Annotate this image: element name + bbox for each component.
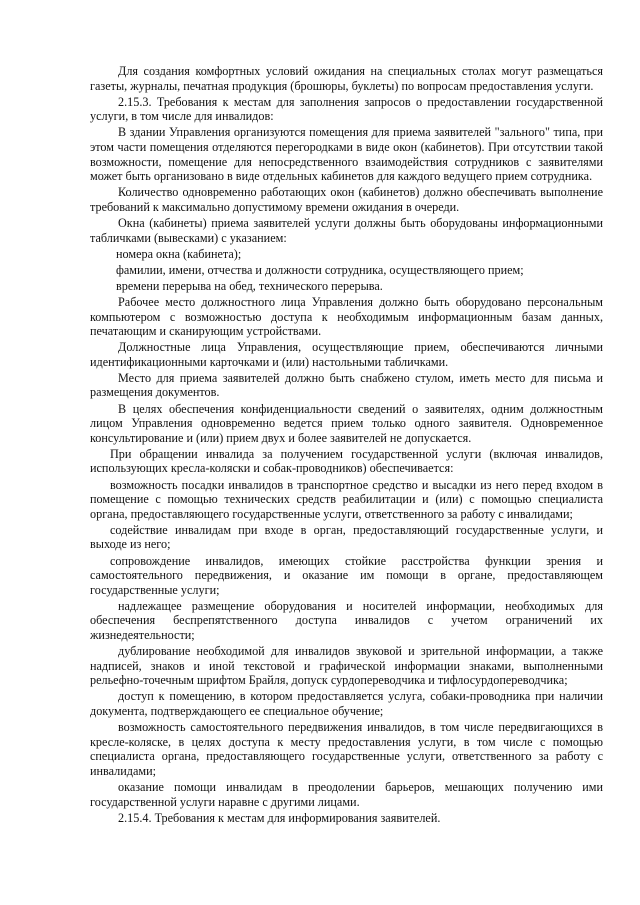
paragraph-workplace: Рабочее место должностного лица Управления должно быть оборудовано персональным компьютером с возможностью доступа к необходимым информационным базам данных, печатающим и сканирующим устройствами. <box>90 294 603 339</box>
list-item-independent-movement: возможность самостоятельного передвижения инвалидов, в том числе передвигающихся в кресле-коляске, в целях доступа к месту предоставления услуги, в том числе с помощью специалиста органа, предоставляющего государственные услуги, ответственного за работу с инвалидами; <box>90 720 603 778</box>
paragraph-number-of-windows: Количество одновременно работающих окон (кабинетов) должно обеспечивать выполнение требований к максимально допустимому времени ожидания в очереди. <box>90 185 603 214</box>
section-2-15-4-heading: 2.15.4. Требования к местам для информирования заявителей. <box>118 810 441 825</box>
list-item-barrier-help: оказание помощи инвалидам в преодолении барьеров, мешающих получению ими государственной услуги наравне с другими лицами. <box>90 779 603 809</box>
document-body <box>90 64 603 827</box>
paragraph-hall-type-rooms: В здании Управления организуются помещения для приема заявителей "зального" типа, при этом части помещения отделяются перегородками в виде окон (кабинетов). При отсутствии такой возможности, помещение для непосредственного взаимодействия сотрудников с заявителями может быть организовано в виде отдельных кабинетов для каждого ведущего прием сотрудника. <box>90 125 603 184</box>
list-item-transport-boarding: возможность посадки инвалидов в транспортное средство и высадки из него перед входом в помещение с помощью технических средств реабилитации и (или) с помощью специалиста органа, предоставляющего государственные услуги, ответственного за работу с инвалидами; <box>90 477 603 521</box>
paragraph-newspapers: Для создания комфортных условий ожидания на специальных столах могут размещаться газеты, журналы, печатная продукция (брошюры, буклеты) по вопросам предоставления услуги. <box>90 64 603 93</box>
list-item-equipment-placement: надлежащее размещение оборудования и носителей информации, необходимых для обеспечения беспрепятственного доступа инвалидов с учетом ограничений их жизнедеятельности; <box>90 598 603 642</box>
list-item-employee-name: фамилии, имени, отчества и должности сотрудника, осуществляющего прием; <box>116 262 524 277</box>
paragraph-reception-place: Место для приема заявителей должно быть снабжено стулом, иметь место для письма и размещения документов. <box>90 370 603 400</box>
paragraph-information-plates: Окна (кабинеты) приема заявителей услуги должны быть оборудованы информационными табличками (вывесками) с указанием: <box>90 215 603 245</box>
list-item-escort: сопровождение инвалидов, имеющих стойкие расстройства функции зрения и самостоятельного передвижения, и оказание им помощи в органе, предоставляющем государственные услуги; <box>90 553 603 597</box>
section-2-15-3-heading: 2.15.3. Требования к местам для заполнения запросов о предоставлении государственной услуги, в том числе для инвалидов: <box>90 94 603 124</box>
paragraph-disabled-access-intro: При обращении инвалида за получением государственной услуги (включая инвалидов, использующих кресла-коляски и собак-проводников) обеспечивается: <box>90 446 603 476</box>
list-item-guide-dog-access: доступ к помещению, в котором предоставляется услуга, собаки-проводника при наличии документа, подтверждающего ее специальное обучение; <box>90 689 603 718</box>
list-item-window-number: номера окна (кабинета); <box>116 246 242 261</box>
paragraph-confidentiality: В целях обеспечения конфиденциальности сведений о заявителях, одним должностным лицом Управления одновременно ведется прием только одного заявителя. Одновременное консультирование и (или) прием двух и более заявителей не допускается. <box>90 401 603 445</box>
list-item-entry-assistance: содействие инвалидам при входе в орган, предоставляющий государственные услуги, и выходе из него; <box>90 522 603 552</box>
paragraph-id-cards: Должностные лица Управления, осуществляющие прием, обеспечиваются личными идентификационными карточками и (или) настольными табличками. <box>90 340 603 369</box>
list-item-information-duplication: дублирование необходимой для инвалидов звуковой и зрительной информации, а также надписей, знаков и иной текстовой и графической информации знаками, выполненными рельефно-точечным шрифтом Брайля, допуск сурдопереводчика и тифлосурдопереводчика; <box>90 644 603 688</box>
list-item-break-time: времени перерыва на обед, технического перерыва. <box>116 278 383 293</box>
